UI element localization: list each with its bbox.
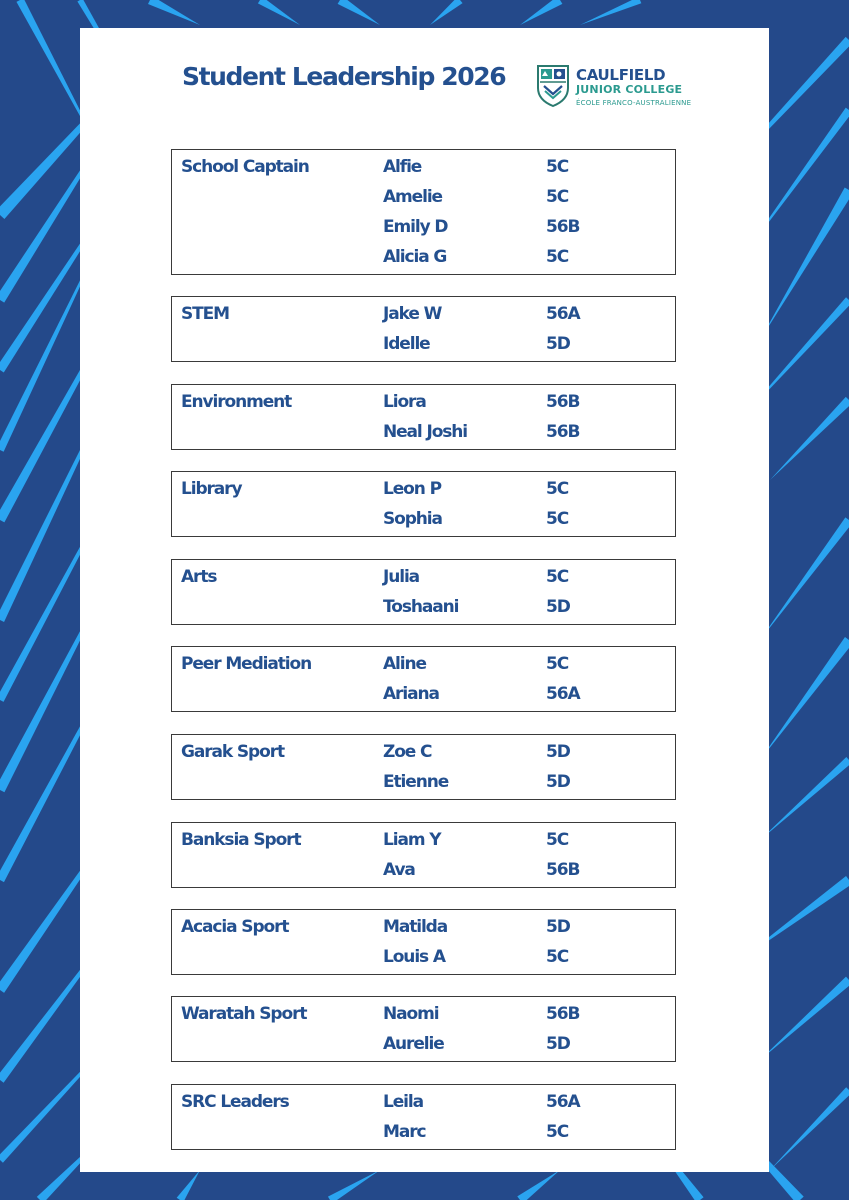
student-class: 5C (546, 1122, 569, 1142)
student-name: Ava (383, 860, 415, 880)
group-row (172, 417, 675, 447)
school-crest-icon (536, 64, 570, 108)
student-class: 5C (546, 567, 569, 587)
student-name: Liora (383, 392, 426, 412)
school-logo (536, 64, 696, 112)
role-label: Garak Sport (181, 742, 285, 762)
student-class: 56A (546, 1092, 580, 1112)
student-name: Emily D (383, 217, 448, 237)
logo-subtitle: JUNIOR COLLEGE (576, 83, 683, 96)
group-row (172, 329, 675, 359)
background-streak (177, 1170, 200, 1200)
leadership-group (171, 149, 676, 275)
group-row (172, 942, 675, 972)
group-row (172, 649, 675, 679)
student-class: 5D (546, 917, 570, 937)
group-row (172, 679, 675, 709)
student-class: 5C (546, 479, 569, 499)
role-label: School Captain (181, 157, 309, 177)
student-class: 5D (546, 742, 570, 762)
background-streak (258, 0, 300, 25)
student-class: 5C (546, 247, 569, 267)
group-row (172, 242, 675, 272)
student-class: 56B (546, 217, 580, 237)
leadership-group (171, 909, 676, 975)
student-name: Toshaani (383, 597, 459, 617)
student-name: Amelie (383, 187, 442, 207)
background-streak (580, 0, 641, 25)
student-name: Louis A (383, 947, 445, 967)
leadership-group (171, 822, 676, 888)
group-row (172, 737, 675, 767)
background-streak (760, 757, 849, 840)
student-class: 56B (546, 860, 580, 880)
student-class: 5C (546, 947, 569, 967)
background-streak (520, 0, 562, 25)
student-class: 5C (546, 509, 569, 529)
student-class: 56A (546, 304, 580, 324)
group-row (172, 592, 675, 622)
role-label: Banksia Sport (181, 830, 301, 850)
student-name: Neal Joshi (383, 422, 468, 442)
group-row (172, 912, 675, 942)
group-row (172, 767, 675, 797)
group-row (172, 999, 675, 1029)
student-name: Julia (383, 567, 420, 587)
leadership-group (171, 734, 676, 800)
student-name: Marc (383, 1122, 426, 1142)
group-row (172, 504, 675, 534)
student-name: Liam Y (383, 830, 441, 850)
group-row (172, 212, 675, 242)
leadership-group (171, 559, 676, 625)
student-name: Leila (383, 1092, 423, 1112)
group-row (172, 474, 675, 504)
student-class: 5D (546, 772, 570, 792)
background-streak (760, 637, 849, 760)
role-label: Environment (181, 392, 292, 412)
student-name: Sophia (383, 509, 442, 529)
student-class: 5C (546, 187, 569, 207)
student-class: 5D (546, 334, 570, 354)
student-name: Matilda (383, 917, 448, 937)
role-label: SRC Leaders (181, 1092, 289, 1112)
logo-name: CAULFIELD (576, 66, 666, 84)
student-name: Alicia G (383, 247, 447, 267)
role-label: Peer Mediation (181, 654, 312, 674)
role-label: STEM (181, 304, 229, 324)
student-name: Idelle (383, 334, 430, 354)
background-streak (148, 0, 200, 25)
group-row (172, 562, 675, 592)
student-class: 5D (546, 1034, 570, 1054)
student-class: 5C (546, 157, 569, 177)
student-name: Aurelie (383, 1034, 444, 1054)
background-streak (760, 977, 849, 1060)
leadership-group (171, 384, 676, 450)
student-name: Ariana (383, 684, 439, 704)
group-row (172, 1117, 675, 1147)
student-class: 56B (546, 392, 580, 412)
student-name: Jake W (383, 304, 442, 324)
leadership-group (171, 646, 676, 712)
student-class: 56B (546, 1004, 580, 1024)
role-label: Acacia Sport (181, 917, 289, 937)
group-row (172, 1029, 675, 1059)
student-class: 5D (546, 597, 570, 617)
student-name: Naomi (383, 1004, 439, 1024)
group-row (172, 152, 675, 182)
leadership-group (171, 296, 676, 362)
group-row (172, 387, 675, 417)
group-row (172, 855, 675, 885)
background-streak (328, 1170, 380, 1200)
student-name: Alfie (383, 157, 422, 177)
student-class: 5C (546, 654, 569, 674)
student-name: Etienne (383, 772, 449, 792)
student-class: 56A (546, 684, 580, 704)
page-title: Student Leadership 2026 (182, 62, 506, 91)
logo-tagline: ÉCOLE FRANCO-AUSTRALIENNE (576, 99, 692, 107)
leadership-group (171, 996, 676, 1062)
leadership-sheet (80, 28, 769, 1172)
background-streak (770, 1087, 849, 1170)
role-label: Waratah Sport (181, 1004, 307, 1024)
student-name: Zoe C (383, 742, 432, 762)
background-streak (760, 517, 849, 640)
group-row (172, 1087, 675, 1117)
student-class: 5C (546, 830, 569, 850)
background-streak (517, 1170, 560, 1200)
group-row (172, 299, 675, 329)
role-label: Arts (181, 567, 217, 587)
role-label: Library (181, 479, 242, 499)
group-row (172, 182, 675, 212)
background-streak (430, 0, 463, 25)
student-class: 56B (546, 422, 580, 442)
leadership-group (171, 1084, 676, 1150)
group-row (172, 825, 675, 855)
background-streak (770, 397, 849, 480)
student-name: Aline (383, 654, 426, 674)
leadership-group (171, 471, 676, 537)
background-streak (338, 0, 380, 25)
student-name: Leon P (383, 479, 441, 499)
